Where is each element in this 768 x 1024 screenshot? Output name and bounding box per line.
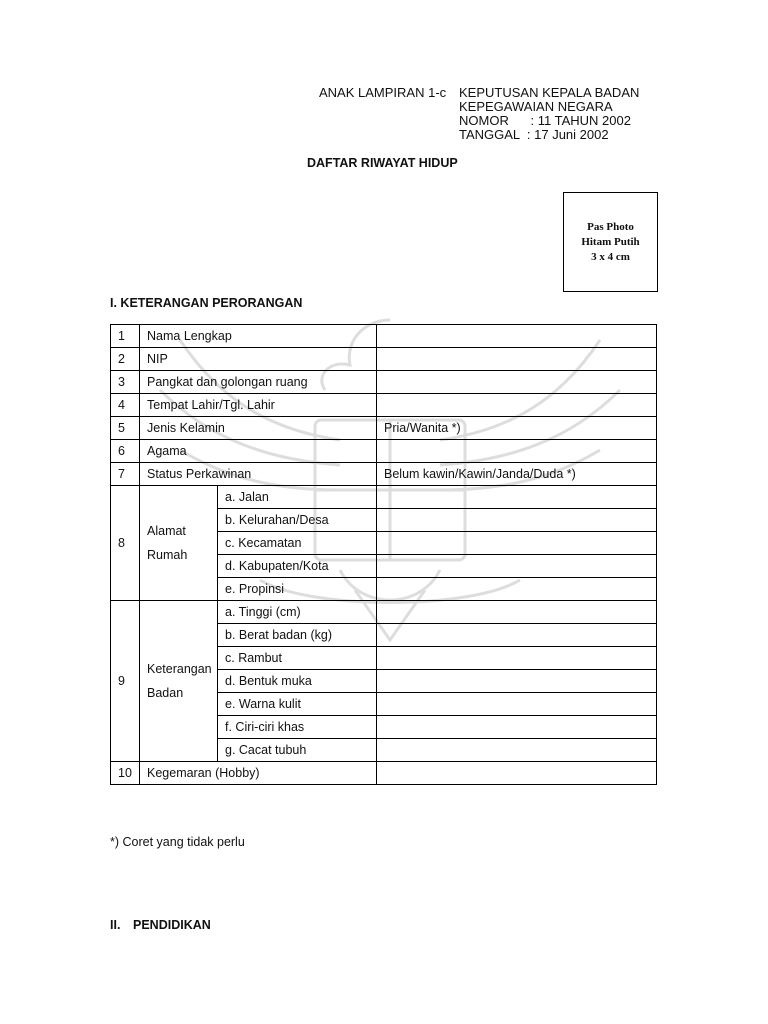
value-field-ciri-khas[interactable] bbox=[377, 716, 657, 739]
sub-label: e. Warna kulit bbox=[218, 693, 377, 716]
row-number: 3 bbox=[111, 371, 140, 394]
photo-label-1: Pas Photo bbox=[587, 220, 634, 233]
anak-lampiran-label: ANAK LAMPIRAN 1-c bbox=[319, 85, 447, 100]
personal-info-table bbox=[110, 324, 657, 785]
row-number: 9 bbox=[111, 601, 140, 762]
sub-label: e. Propinsi bbox=[218, 578, 377, 601]
row-number: 10 bbox=[111, 762, 140, 785]
sub-label: c. Rambut bbox=[218, 647, 377, 670]
table-row bbox=[111, 325, 657, 348]
row-number: 2 bbox=[111, 348, 140, 371]
row-label: Jenis Kelamin bbox=[140, 417, 377, 440]
table-row bbox=[111, 348, 657, 371]
value-field-bentuk-muka[interactable] bbox=[377, 670, 657, 693]
sub-label: c. Kecamatan bbox=[218, 532, 377, 555]
value-field-agama[interactable] bbox=[377, 440, 657, 463]
row-label: Agama bbox=[140, 440, 377, 463]
section-2-heading: PENDIDIKAN bbox=[133, 918, 211, 932]
row-number: 8 bbox=[111, 486, 140, 601]
table-row bbox=[111, 463, 657, 486]
section-1-heading: I. KETERANGAN PERORANGAN bbox=[110, 296, 303, 310]
table-row bbox=[111, 601, 657, 624]
value-field-status[interactable]: Belum kawin/Kawin/Janda/Duda *) bbox=[377, 463, 657, 486]
sub-label: b. Berat badan (kg) bbox=[218, 624, 377, 647]
group-label-line: Badan bbox=[147, 686, 184, 700]
row-label: NIP bbox=[140, 348, 377, 371]
table-row bbox=[111, 394, 657, 417]
row-label: Status Perkawinan bbox=[140, 463, 377, 486]
value-field-kelurahan[interactable] bbox=[377, 509, 657, 532]
table-row bbox=[111, 371, 657, 394]
sub-label: a. Jalan bbox=[218, 486, 377, 509]
value-field-kabupaten[interactable] bbox=[377, 555, 657, 578]
value-field-cacat-tubuh[interactable] bbox=[377, 739, 657, 762]
value-field-warna-kulit[interactable] bbox=[377, 693, 657, 716]
row-number: 6 bbox=[111, 440, 140, 463]
row-number: 4 bbox=[111, 394, 140, 417]
header-line-1: KEPUTUSAN KEPALA BADAN bbox=[459, 85, 640, 100]
photo-box bbox=[563, 192, 658, 292]
table-row bbox=[111, 486, 657, 509]
group-label-line: Rumah bbox=[147, 548, 188, 562]
table-row bbox=[111, 417, 657, 440]
sub-label: d. Kabupaten/Kota bbox=[218, 555, 377, 578]
value-field-tinggi[interactable] bbox=[377, 601, 657, 624]
row-label: Nama Lengkap bbox=[140, 325, 377, 348]
footnote: *) Coret yang tidak perlu bbox=[110, 835, 245, 849]
group-label-line: Keterangan bbox=[147, 662, 212, 676]
value-field-jalan[interactable] bbox=[377, 486, 657, 509]
sub-label: f. Ciri-ciri khas bbox=[218, 716, 377, 739]
photo-label-3: 3 x 4 cm bbox=[591, 250, 630, 263]
sub-label: a. Tinggi (cm) bbox=[218, 601, 377, 624]
row-label: Kegemaran (Hobby) bbox=[140, 762, 377, 785]
sub-label: b. Kelurahan/Desa bbox=[218, 509, 377, 532]
value-field-pangkat[interactable] bbox=[377, 371, 657, 394]
table-row bbox=[111, 762, 657, 785]
row-number: 7 bbox=[111, 463, 140, 486]
value-field-nip[interactable] bbox=[377, 348, 657, 371]
group-label-alamat bbox=[140, 486, 218, 601]
value-field-kecamatan[interactable] bbox=[377, 532, 657, 555]
section-2-number: II. bbox=[110, 918, 121, 932]
row-label: Tempat Lahir/Tgl. Lahir bbox=[140, 394, 377, 417]
header-tanggal: TANGGAL : 17 Juni 2002 bbox=[459, 127, 609, 142]
table-row bbox=[111, 440, 657, 463]
value-field-nama[interactable] bbox=[377, 325, 657, 348]
value-field-berat[interactable] bbox=[377, 624, 657, 647]
row-number: 5 bbox=[111, 417, 140, 440]
document-title: DAFTAR RIWAYAT HIDUP bbox=[307, 156, 458, 170]
group-label-line: Alamat bbox=[147, 524, 186, 538]
photo-label-2: Hitam Putih bbox=[581, 235, 640, 248]
row-number: 1 bbox=[111, 325, 140, 348]
row-label: Pangkat dan golongan ruang bbox=[140, 371, 377, 394]
value-field-propinsi[interactable] bbox=[377, 578, 657, 601]
group-label-badan bbox=[140, 601, 218, 762]
value-field-rambut[interactable] bbox=[377, 647, 657, 670]
header-nomor: NOMOR : 11 TAHUN 2002 bbox=[459, 113, 631, 128]
value-field-hobby[interactable] bbox=[377, 762, 657, 785]
sub-label: g. Cacat tubuh bbox=[218, 739, 377, 762]
sub-label: d. Bentuk muka bbox=[218, 670, 377, 693]
value-field-jenis-kelamin[interactable]: Pria/Wanita *) bbox=[377, 417, 657, 440]
value-field-tempat-lahir[interactable] bbox=[377, 394, 657, 417]
header-line-2: KEPEGAWAIAN NEGARA bbox=[459, 99, 613, 114]
